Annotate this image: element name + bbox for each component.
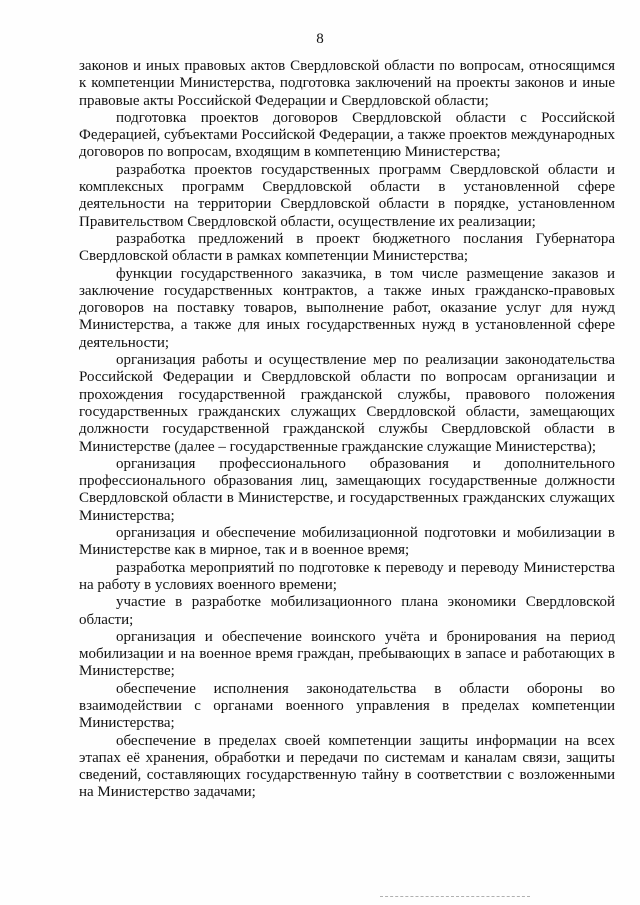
- paragraph-state-programs: разработка проектов государственных программ Свердловской области и комплексных программ Свердловской области в установленной сфере деятельности на территории Свердловской области в порядке, установленном Правительством Свердловской области, осуществление их реализации;: [79, 161, 615, 230]
- paragraph-wartime-transfer: разработка мероприятий по подготовке к переводу и переводу Министерства на работу в условиях военного времени;: [79, 559, 615, 593]
- paragraph-laws-continuation: законов и иных правовых актов Свердловской области по вопросам, относящимся к компетенции Министерства, подготовка заключений на проекты законов и иные правовые акты Российской Федерации и Свердловской области;: [79, 58, 615, 109]
- paragraph-defense-law: обеспечение исполнения законодательства в области обороны во взаимодействии с органами военного управления в пределах компетенции Министерства;: [79, 680, 615, 732]
- paragraph-military-registration: организация и обеспечение воинского учёта и бронирования на период мобилизации и на военное время граждан, пребывающих в запасе и работающих в Министерстве;: [79, 628, 615, 680]
- paragraph-budget-message: разработка предложений в проект бюджетного послания Губернатора Свердловской области в рамках компетенции Министерства;: [79, 230, 615, 265]
- paragraph-mobilization-plan: участие в разработке мобилизационного плана экономики Свердловской области;: [79, 594, 615, 628]
- scan-edge-mark: [380, 896, 530, 898]
- paragraph-state-customer: функции государственного заказчика, в том числе размещение заказов и заключение государственных контрактов, а также иных гражданско-правовых договоров на поставку товаров, выполнение работ, оказание услуг для нужд Министерства, а также для иных государственных нужд в установленной сфере деятельности;: [79, 265, 615, 351]
- paragraph-mobilization: организация и обеспечение мобилизационной подготовки и мобилизации в Министерстве как в мирное, так и в военное время;: [79, 525, 615, 559]
- paragraph-information-security: обеспечение в пределах своей компетенции защиты информации на всех этапах её хранения, обработки и передачи по системам и каналам связи, защиты сведений, составляющих государственную тайну в соответствии с возложенными на Министерство задачами;: [79, 732, 615, 801]
- paragraph-professional-education: организация профессионального образования и дополнительного профессионального образования лиц, замещающих государственные должности Свердловской области в Министерстве, и государственных гражданских служащих Министерства;: [79, 455, 615, 524]
- paragraph-treaties: подготовка проектов договоров Свердловской области с Российской Федерацией, субъектами Российской Федерации, а также проектов международных договоров по вопросам, входящим в компетенцию Министерства;: [79, 109, 615, 161]
- document-body: [79, 58, 615, 802]
- paragraph-civil-service: организация работы и осуществление мер по реализации законодательства Российской Федерации и Свердловской области по вопросам организации и прохождения государственной гражданской службы, правового положения государственных гражданских служащих Свердловской области, замещающих должности государственной гражданской службы Свердловской области в Министерстве (далее – государственные гражданские служащие Министерства);: [79, 352, 615, 455]
- page-number: 8: [316, 31, 324, 47]
